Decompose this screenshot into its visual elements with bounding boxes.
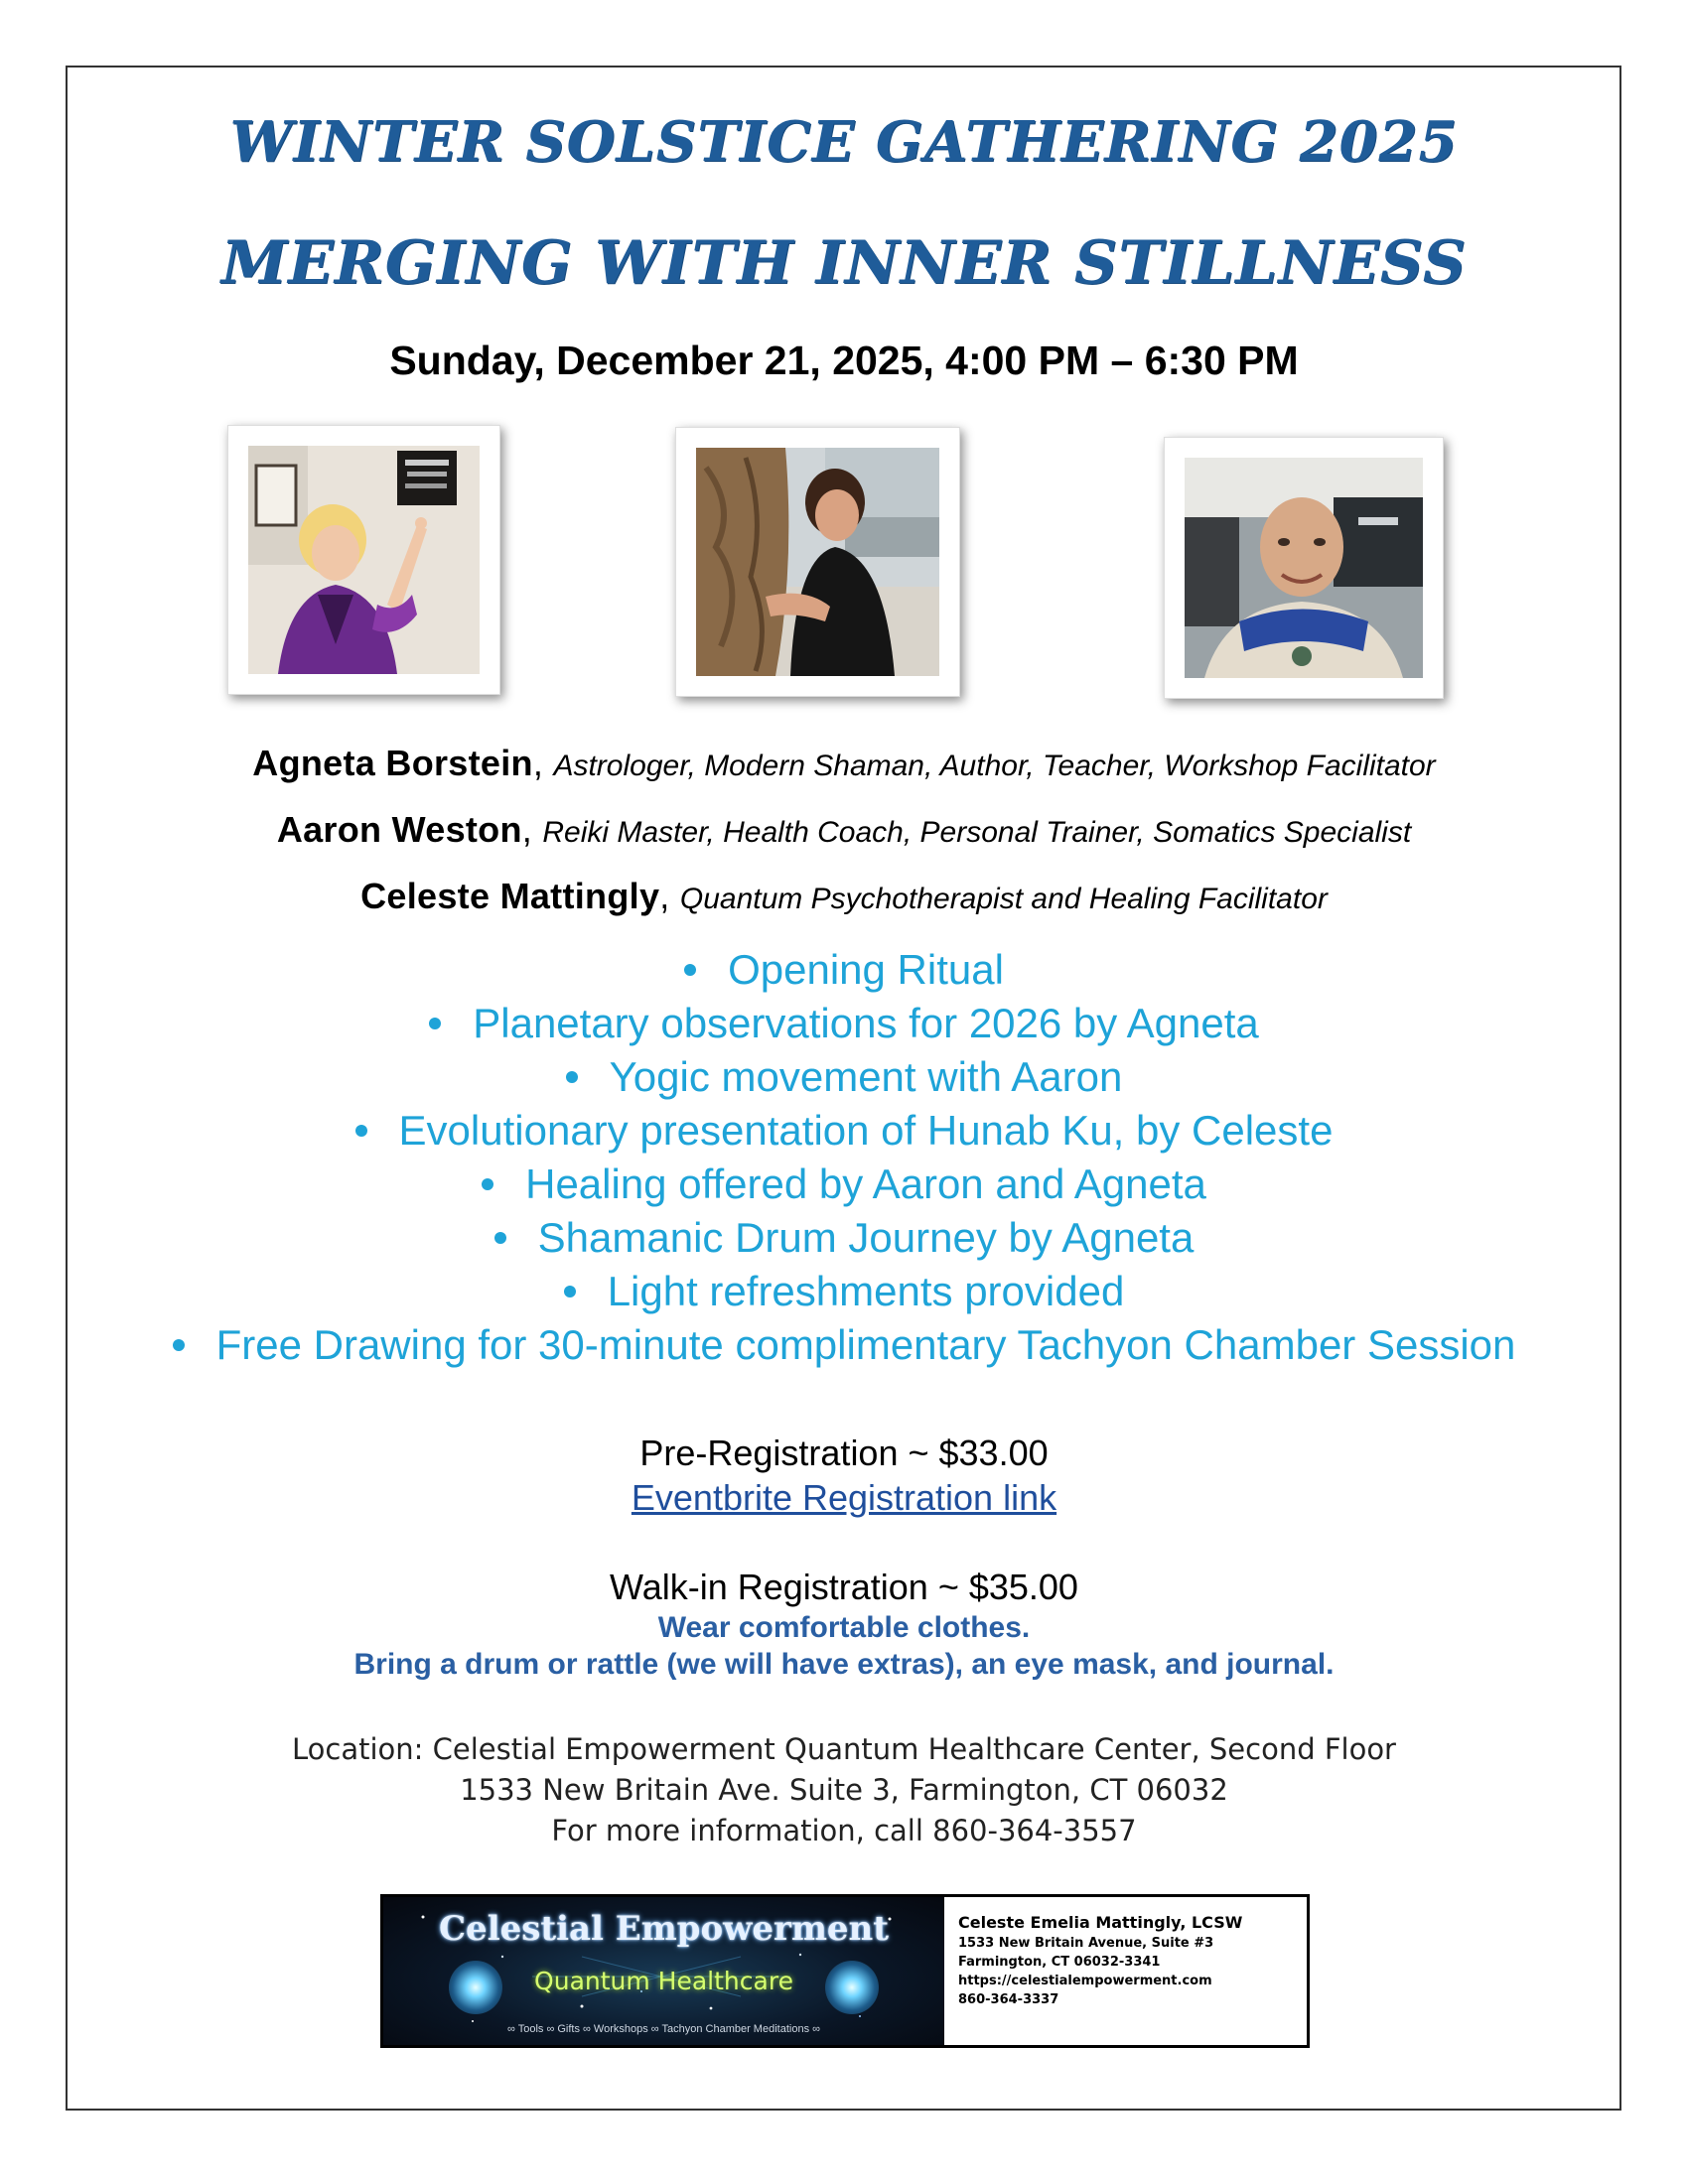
presenter-name: Agneta Borstein	[252, 743, 533, 783]
celestial-empowerment-logo	[383, 1897, 944, 2045]
location-line: Location: Celestial Empowerment Quantum Healthcare Center, Second Floor	[292, 1732, 1396, 1766]
agenda-item	[0, 1265, 1688, 1318]
bullet-icon	[355, 1125, 367, 1137]
photo-aaron-weston	[675, 427, 960, 697]
agenda-item-label: Evolutionary presentation of Hunab Ku, by Celeste	[398, 1107, 1334, 1154]
presenter-2: Aaron Weston, Reiki Master, Health Coach, Personal Trainer, Somatics Specialist	[276, 809, 1412, 850]
agenda-item-label: Yogic movement with Aaron	[609, 1053, 1123, 1100]
bring-items-note: Bring a drum or rattle (we will have extras), an eye mask, and journal.	[353, 1648, 1335, 1681]
eventbrite-registration-link[interactable]: Eventbrite Registration link	[631, 1477, 1057, 1518]
logo-subtitle: Quantum Healthcare	[534, 1967, 793, 1995]
bullet-icon	[564, 1286, 576, 1297]
presenter-role: Quantum Psychotherapist and Healing Facilitator	[679, 883, 1328, 915]
agenda-item	[0, 943, 1688, 997]
agenda-item	[0, 1050, 1688, 1104]
pre-registration-price: Pre-Registration ~ $33.00	[639, 1433, 1049, 1473]
agenda-list	[0, 943, 1688, 1372]
bullet-icon	[494, 1232, 506, 1244]
agenda-item-label: Planetary observations for 2026 by Agneta	[473, 1000, 1259, 1046]
presenter-3: Celeste Mattingly, Quantum Psychotherapist and Healing Facilitator	[360, 876, 1328, 916]
event-subtitle: MERGING WITH INNER STILLNESS	[220, 228, 1468, 298]
photo-celeste-mattingly	[1164, 437, 1444, 699]
card-website: https://celestialempowerment.com	[958, 1974, 1212, 1988]
card-address-2: Farmington, CT 06032-3341	[958, 1955, 1161, 1970]
bullet-icon	[684, 964, 696, 976]
presenter-role: Reiki Master, Health Coach, Personal Trainer, Somatics Specialist	[542, 816, 1412, 849]
event-title: WINTER SOLSTICE GATHERING 2025	[229, 109, 1459, 175]
card-phone: 860-364-3337	[958, 1992, 1059, 2007]
agenda-item	[0, 997, 1688, 1050]
agenda-item-label: Opening Ritual	[728, 946, 1004, 993]
agenda-item-label: Free Drawing for 30-minute complimentary Tachyon Chamber Session	[215, 1321, 1516, 1368]
address-line: 1533 New Britain Ave. Suite 3, Farmington, CT 06032	[460, 1773, 1228, 1807]
card-address-1: 1533 New Britain Avenue, Suite #3	[958, 1936, 1214, 1951]
presenter-role: Astrologer, Modern Shaman, Author, Teacher, Workshop Facilitator	[553, 750, 1436, 782]
presenter-name: Celeste Mattingly	[360, 876, 660, 916]
presenter-1: Agneta Borstein, Astrologer, Modern Shaman, Author, Teacher, Workshop Facilitator	[252, 743, 1436, 783]
bullet-icon	[429, 1018, 441, 1029]
agenda-item-label: Light refreshments provided	[607, 1268, 1125, 1314]
agenda-item	[0, 1158, 1688, 1211]
business-card-info	[944, 1897, 1307, 2045]
agenda-item-label: Shamanic Drum Journey by Agneta	[537, 1214, 1195, 1261]
logo-tagline: ∞ Tools ∞ Gifts ∞ Workshops ∞ Tachyon Chamber Meditations ∞	[507, 2023, 820, 2035]
agenda-item	[0, 1318, 1688, 1372]
walk-in-registration-price: Walk-in Registration ~ $35.00	[610, 1567, 1078, 1607]
presenter-name: Aaron Weston	[276, 809, 522, 850]
bullet-icon	[482, 1178, 493, 1190]
logo-title: Celestial Empowerment	[439, 1909, 889, 1949]
agenda-item-label: Healing offered by Aaron and Agneta	[525, 1160, 1206, 1207]
photo-agneta-borstein	[227, 425, 500, 695]
bullet-icon	[173, 1339, 185, 1351]
agenda-item	[0, 1104, 1688, 1158]
attire-note: Wear comfortable clothes.	[657, 1611, 1031, 1644]
phone-info-line: For more information, call 860-364-3557	[551, 1814, 1137, 1847]
card-name: Celeste Emelia Mattingly, LCSW	[958, 1913, 1243, 1932]
bullet-icon	[566, 1071, 578, 1083]
event-datetime: Sunday, December 21, 2025, 4:00 PM – 6:30 PM	[389, 338, 1299, 383]
business-card	[380, 1894, 1310, 2048]
agenda-item	[0, 1211, 1688, 1265]
